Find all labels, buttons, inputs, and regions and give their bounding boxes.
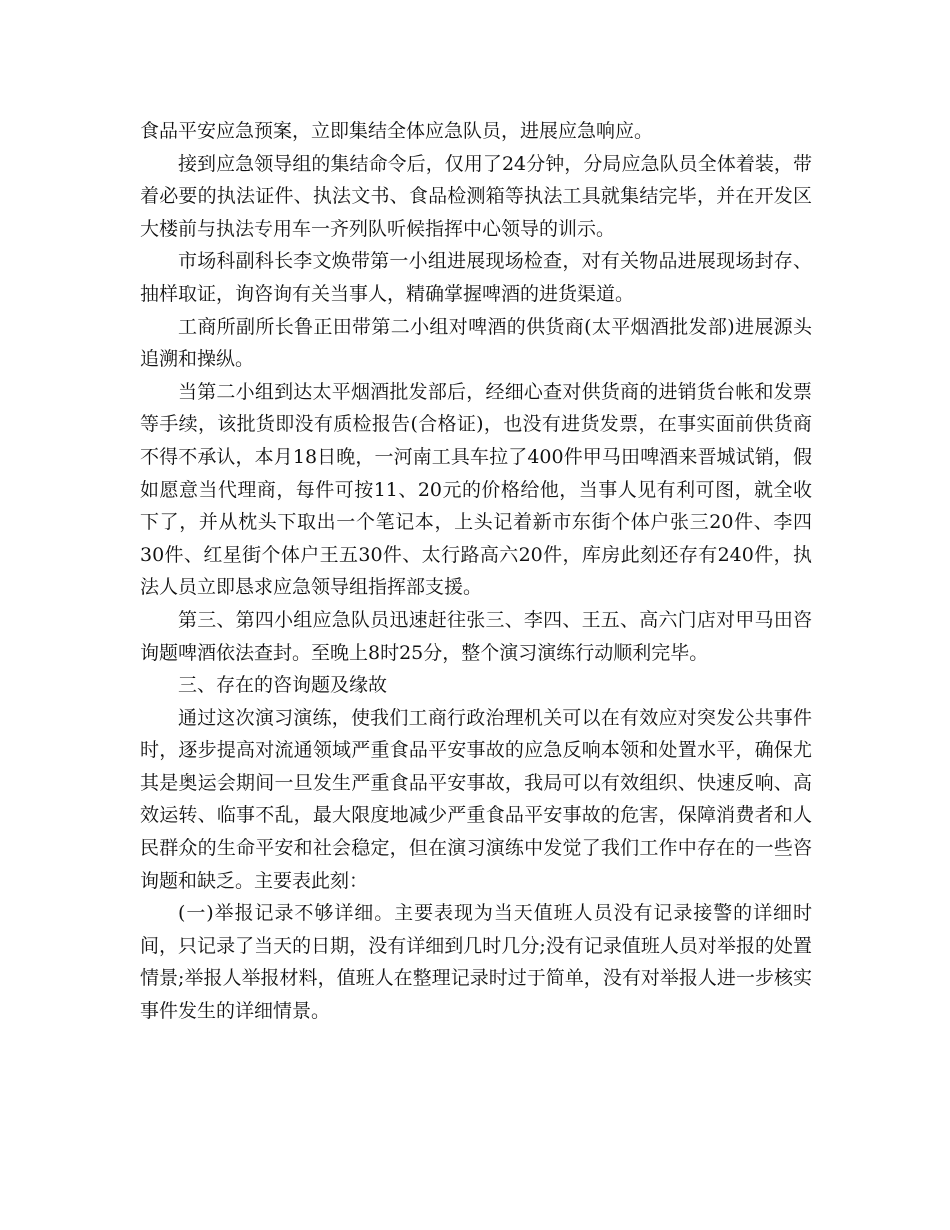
paragraph-7: 通过这次演习演练，使我们工商行政治理机关可以在有效应对突发公共事件时，逐步提高对流通领域严重食品平安事故的应急反响本领和处置水平，确保尤其是奥运会期间一旦发生严重食品平安事故，我局可以有效组织、快速反响、高效运转、临事不乱，最大限度地减少严重食品平安事故的危害，保障消费者和人民群众的生命平安和社会稳定，但在演习演练中发觉了我们工作中存在的一些咨询题和缺乏。主要表此刻：	[140, 706, 812, 892]
paragraph-6: 第三、第四小组应急队员迅速赶往张三、李四、王五、高六门店对甲马田咨询题啤酒依法查封。至晚上8时25分，整个演习演练行动顺利完毕。	[140, 608, 812, 664]
document-body	[140, 115, 812, 1028]
paragraph-4: 工商所副所长鲁正田带第二小组对啤酒的供货商(太平烟酒批发部)进展源头追溯和操纵。	[140, 315, 812, 371]
paragraph-1: 食品平安应急预案，立即集结全体应急队员，进展应急响应。	[140, 120, 654, 142]
paragraph-2: 接到应急领导组的集结命令后，仅用了24分钟，分局应急队员全体着装，带着必要的执法证件、执法文书、食品检测箱等执法工具就集结完毕，并在开发区大楼前与执法专用车一齐列队听候指挥中心领导的训示。	[140, 152, 812, 240]
paragraph-8: (一)举报记录不够详细。主要表现为当天值班人员没有记录接警的详细时间，只记录了当天的日期，没有详细到几时几分;没有记录值班人员对举报的处置情景;举报人举报材料，值班人在整理记录时过于简单，没有对举报人进一步核实事件发生的详细情景。	[140, 902, 812, 1023]
paragraph-5: 当第二小组到达太平烟酒批发部后，经细心查对供货商的进销货台帐和发票等手续，该批货即没有质检报告(合格证)，也没有进货发票，在事实面前供货商不得不承认，本月18日晚，一河南工具车拉了400件甲马田啤酒来晋城试销，假如愿意当代理商，每件可按11、20元的价格给他，当事人见有利可图，就全收下了，并从枕头下取出一个笔记本，上头记着新市东街个体户张三20件、李四30件、红星街个体户王五30件、太行路高六20件，库房此刻还存有240件，执法人员立即恳求应急领导组指挥部支援。	[140, 380, 812, 599]
paragraph-3: 市场科副科长李文焕带第一小组进展现场检查，对有关物品进展现场封存、抽样取证，询咨询有关当事人，精确掌握啤酒的进货渠道。	[140, 250, 812, 305]
section-heading: 三、存在的咨询题及缘故	[178, 674, 388, 697]
